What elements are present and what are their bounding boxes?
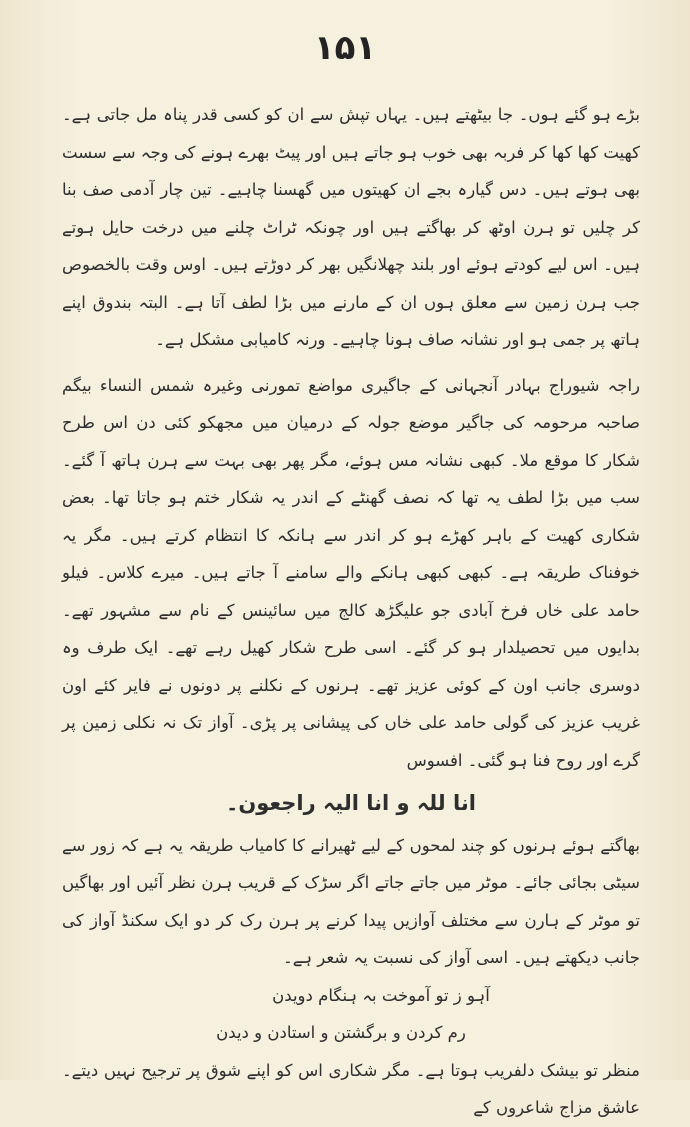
page-body [62, 96, 640, 1127]
page-number: ۱۵۱ [313, 28, 377, 68]
verse-line-2: رم کردن و برگشتن و استادن و دیدن [216, 1023, 466, 1042]
paragraph-3: بھاگتے ہوئے ہرنوں کو چند لمحوں کے لیے ٹھیرانے کا کامیاب طریقہ یہ ہے کہ زور سے سیٹی بجائی جائے۔ موٹر میں جاتے جاتے اگر سڑک کے قریب ہرن نظر آئیں اور بھاگیں تو موٹر کے ہارن سے مختلف آوازیں پیدا کرنے پر ہرن رک کر دو ایک سکنڈ آواز کی جانب دیکھتے ہیں۔ اسی آواز کی نسبت یہ شعر ہے۔ [62, 835, 640, 967]
closing-line: منظر تو بیشک دلفریب ہوتا ہے۔ مگر شکاری اس کو اپنے شوق پر ترجیح نہیں دیتے۔ عاشق مزاج شاعروں کے [62, 1060, 640, 1117]
verse-line-1: آہو ز تو آموخت بہ ہنگام دویدن [272, 985, 490, 1005]
paragraph-1: بڑے ہو گئے ہوں۔ جا بیٹھتے ہیں۔ یہاں تپش سے ان کو کسی قدر پناہ مل جاتی ہے۔ کھیت کھا کھا کر فربہ بھی خوب ہو جاتے ہیں اور پیٹ بھرے ہونے کی وجہ سے سست بھی ہوتے ہیں۔ دس گیارہ بجے ان کھیتوں میں گھسنا چاہیے۔ تین چار آدمی صف بنا کر چلیں تو ہرن اوٹھ کر بھاگتے ہیں اور چونکہ ٹراٹ چلنے میں درخت حایل ہوتے ہیں۔ اس لیے کودتے ہوئے اور بلند چھلانگیں بھر کر دوڑتے ہیں۔ اوس وقت بالخصوص جب ہرن زمین سے معلق ہوں ان کے مارنے میں بڑا لطف آتا ہے۔ البتہ بندوق اپنے ہاتھ پر جمی ہو اور نشانہ صاف ہونا چاہیے۔ ورنہ کامیابی مشکل ہے۔ [62, 105, 640, 349]
paragraph-2: راجہ شیوراج بہادر آنجہانی کے جاگیری مواضع تمورنی وغیرہ شمس النساء بیگم صاحبہ مرحومہ کی جاگیر موضع جولہ کے درمیان میں مجھکو کئی دن اس طرح شکار کا موقع ملا۔ کبھی نشانہ مس ہوئے، مگر پھر بھی بہت سے ہرن ہاتھ آ گئے۔ سب میں بڑا لطف یہ تھا کہ نصف گھنٹے کے اندر یہ شکار ختم ہو جاتا تھا۔ بعض شکاری کھیت کے باہر کھڑے ہو کر اندر سے ہانکہ کا انتظام کرتے ہیں۔ مگر یہ خوفناک طریقہ ہے۔ کبھی کبھی ہانکے والے سامنے آ جاتے ہیں۔ میرے کلاس۔ فیلو حامد علی خاں فرخ آبادی جو علیگڑھ کالج میں سائینس کے نام سے مشہور تھے۔ بدایوں میں تحصیلدار ہو کر گئے۔ اسی طرح شکار کھیل رہے تھے۔ ایک طرف وہ دوسری جانب اون کے کوئی عزیز تھے۔ ہرنوں کے نکلنے پر دونوں نے فایر کئے اون غریب عزیز کی گولی حامد علی خاں کی پیشانی پر پڑی۔ آواز تک نہ نکلی زمین پر گرے اور روح فنا ہو گئی۔ افسوس [62, 375, 640, 770]
quranic-phrase: انا للہ و انا الیہ راجعون۔ [226, 791, 476, 815]
